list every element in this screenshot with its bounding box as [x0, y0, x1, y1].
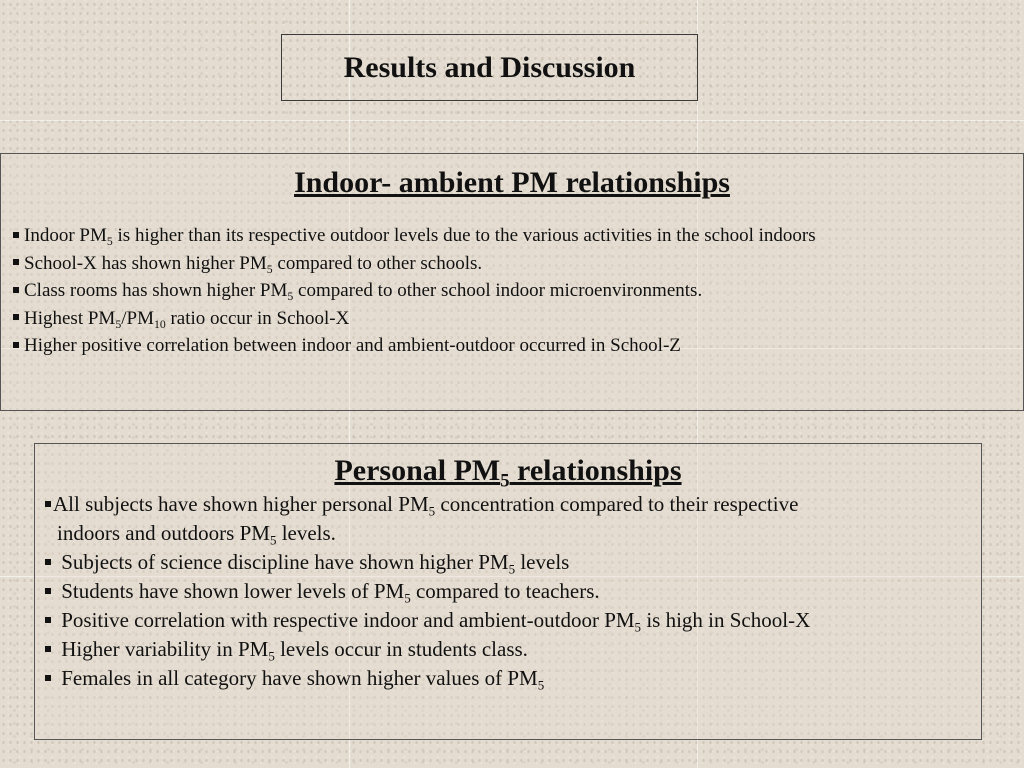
- personal-bullet-list: [35, 490, 981, 693]
- list-item: Females in all category have shown higher values of $PM_5$: [45, 664, 981, 693]
- personal-pm-heading: Personal $PM_5$ relationships: [334, 454, 682, 492]
- square-bullet-icon: [45, 617, 51, 623]
- list-item: Students have shown lower levels of $PM_5$ compared to teachers.: [45, 577, 981, 606]
- indoor-ambient-heading: Indoor- ambient PM relationships: [294, 166, 730, 199]
- list-item: All subjects have shown higher personal $PM_5$ concentration compared to their respective: [45, 490, 981, 519]
- list-item-continuation: indoors and outdoors $PM_5$ levels.: [57, 521, 336, 548]
- list-item: Indoor $PM_5$ is higher than its respective outdoor levels due to the various activities in the school indoors: [13, 222, 1023, 250]
- square-bullet-icon: [13, 342, 19, 348]
- square-bullet-icon: [45, 675, 51, 681]
- square-bullet-icon: [13, 287, 19, 293]
- list-item: Class rooms has shown higher $PM_5$ compared to other school indoor microenvironments.: [13, 277, 1023, 305]
- list-item: Positive correlation with respective indoor and ambient-outdoor $PM_5$ is high in School-X: [45, 606, 981, 635]
- personal-pm-panel: [34, 443, 982, 740]
- indoor-ambient-panel: [0, 153, 1024, 411]
- list-item: Higher positive correlation between indoor and ambient-outdoor occurred in School-Z: [13, 332, 1023, 360]
- square-bullet-icon: [45, 559, 51, 565]
- square-bullet-icon: [45, 588, 51, 594]
- list-item: Subjects of science discipline have shown higher $PM_5$ levels: [45, 548, 981, 577]
- slide-title: [281, 34, 698, 101]
- list-item: Higher variability in $PM_5$ levels occur in students class.: [45, 635, 981, 664]
- square-bullet-icon: [45, 646, 51, 652]
- square-bullet-icon: [13, 314, 19, 320]
- square-bullet-icon: [13, 232, 19, 238]
- square-bullet-icon: [13, 259, 19, 265]
- indoor-bullet-list: [1, 222, 1023, 360]
- list-item: School-X has shown higher $PM_5$ compared to other schools.: [13, 250, 1023, 278]
- background-grid-line: [0, 120, 1024, 121]
- square-bullet-icon: [45, 501, 51, 507]
- slide-title-text: Results and Discussion: [343, 50, 636, 84]
- list-item: Highest $PM_5/PM_{10}$ ratio occur in School-X: [13, 305, 1023, 333]
